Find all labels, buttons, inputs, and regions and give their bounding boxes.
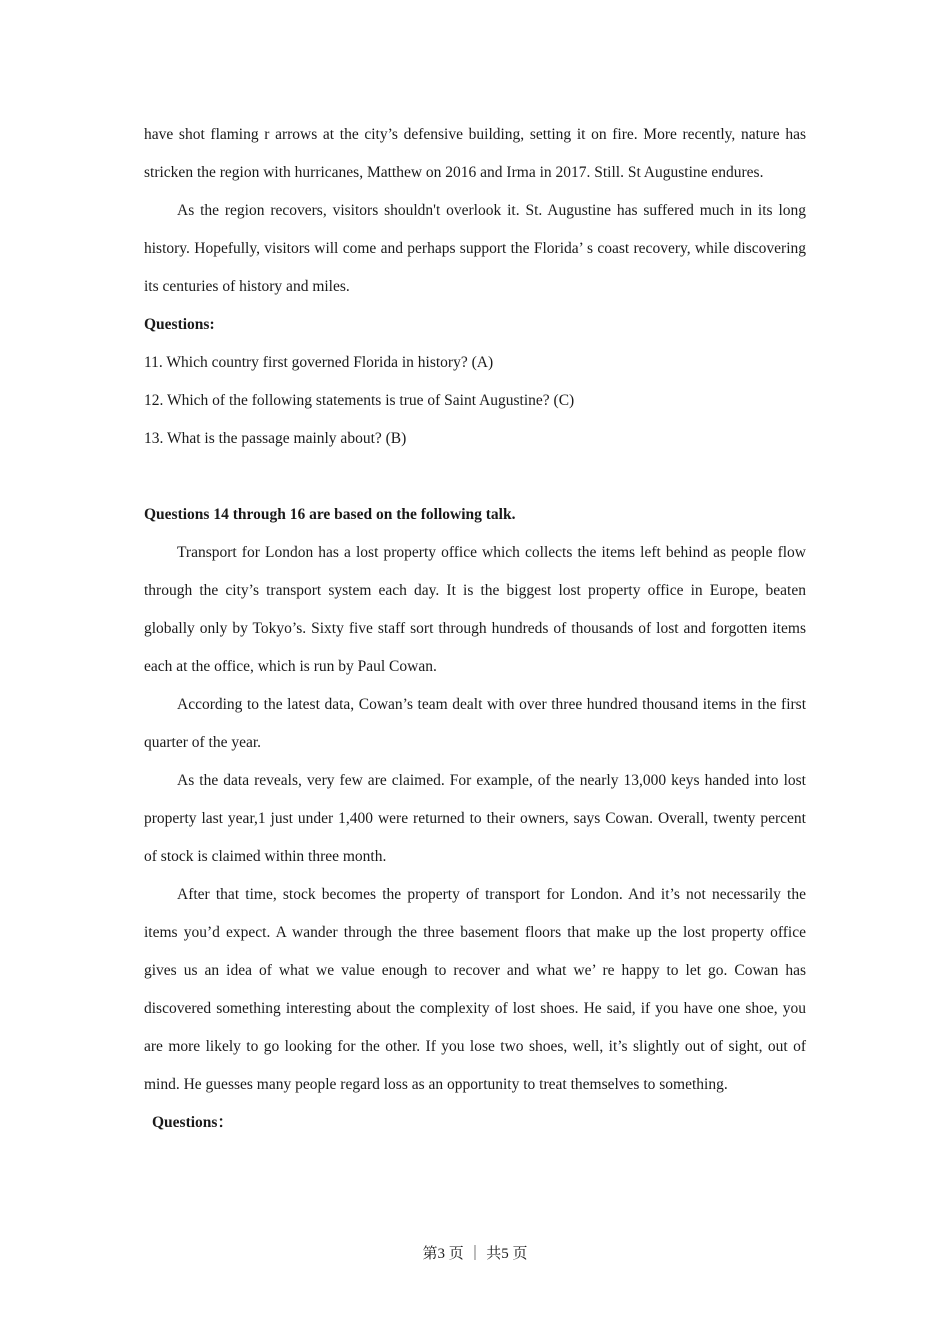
questions-label: Questions: [144,316,215,333]
section-heading: Questions 14 through 16 are based on the following talk. [144,506,516,523]
question-item: 13. What is the passage mainly about? (B) [144,430,407,447]
passage-paragraph: After that time, stock becomes the property of transport for London. And it’s not necessarily the items you’d expect. A wander through the three basement floors that make up the lost property office gives us an idea of what we value enough to recover and what we’ re happy to let go. Cowan has discovered something interesting about the complexity of lost shoes. He said, if you have one shoe, you are more likely to go looking for the other. If you lose two shoes, well, it’s slightly out of sight, out of mind. He guesses many people regard loss as an opportunity to treat themselves to something. [144,886,806,1093]
passage-paragraph: As the region recovers, visitors shouldn't overlook it. St. Augustine has suffered much in its long history. Hopefully, visitors will come and perhaps support the Florida’ s coast recovery, while discovering its centuries of history and miles. [144,202,806,295]
page-footer: 第3 页 ｜ 共5 页 [422,1246,528,1262]
document-page [144,116,806,1142]
question-item: 12. Which of the following statements is true of Saint Augustine? (C) [144,392,575,409]
question-item: 11. Which country first governed Florida in history? (A) [144,354,494,371]
questions-label: Questions： [152,1114,233,1131]
passage-paragraph: According to the latest data, Cowan’s team dealt with over three hundred thousand items in the first quarter of the year. [144,696,806,751]
passage-paragraph: Transport for London has a lost property office which collects the items left behind as people flow through the city’s transport system each day. It is the biggest lost property office in Europe, beaten globally only by Tokyo’s. Sixty five staff sort through hundreds of thousands of lost and forgotten items each at the office, which is run by Paul Cowan. [144,544,806,675]
passage-paragraph: As the data reveals, very few are claimed. For example, of the nearly 13,000 keys handed into lost property last year,1 just under 1,400 were returned to their owners, says Cowan. Overall, twenty percent of stock is claimed within three month. [144,772,806,865]
section-spacer [144,458,806,496]
passage-paragraph: have shot flaming r arrows at the city’s defensive building, setting it on fire. More recently, nature has stricken the region with hurricanes, Matthew on 2016 and Irma in 2017. Still. St Augustine endures. [144,126,806,181]
